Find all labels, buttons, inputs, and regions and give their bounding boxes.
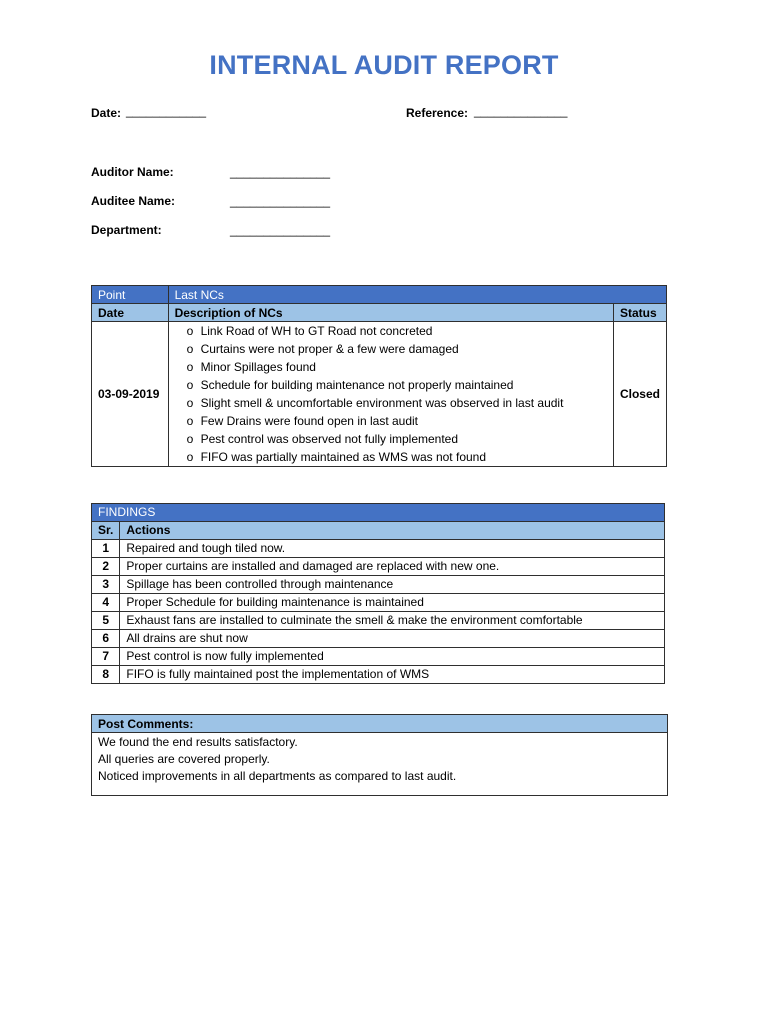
last-ncs-table xyxy=(91,285,667,467)
post-comments-box xyxy=(91,732,668,796)
findings-title: FINDINGS xyxy=(92,504,665,522)
sr-cell: 4 xyxy=(92,594,120,612)
sr-cell: 7 xyxy=(92,648,120,666)
action-cell: All drains are shut now xyxy=(120,630,665,648)
reference-blank: ______________ xyxy=(474,104,568,118)
date-label: Date: xyxy=(91,106,122,120)
nc-item-text: Link Road of WH to GT Road not concreted xyxy=(200,324,433,338)
sr-cell: 2 xyxy=(92,558,120,576)
status-column-header: Status xyxy=(613,304,666,322)
post-comments-header-table xyxy=(91,714,668,733)
action-cell: Proper Schedule for building maintenance is maintained xyxy=(120,594,665,612)
table-row xyxy=(92,594,665,612)
nc-item-text: FIFO was partially maintained as WMS was not found xyxy=(200,450,487,464)
nc-item-text: Pest control was observed not fully implemented xyxy=(200,432,459,446)
nc-date-cell: 03-09-2019 xyxy=(92,322,169,467)
department-label: Department: xyxy=(91,223,162,237)
bullet-icon: o xyxy=(186,324,194,338)
action-cell: Spillage has been controlled through maintenance xyxy=(120,576,665,594)
date-blank: ____________ xyxy=(126,104,207,118)
sr-cell: 5 xyxy=(92,612,120,630)
nc-item-text: Minor Spillages found xyxy=(200,360,316,374)
list-item xyxy=(169,322,613,340)
action-cell: Pest control is now fully implemented xyxy=(120,648,665,666)
report-title: INTERNAL AUDIT REPORT xyxy=(209,50,559,80)
bullet-icon: o xyxy=(186,450,194,464)
table-row xyxy=(92,666,665,684)
sr-cell: 6 xyxy=(92,630,120,648)
post-comments-title: Post Comments: xyxy=(92,715,668,733)
description-column-header: Description of NCs xyxy=(168,304,613,322)
action-cell: Exhaust fans are installed to culminate the smell & make the environment comfortable xyxy=(120,612,665,630)
department-blank: _______________ xyxy=(230,223,331,237)
list-item xyxy=(169,394,613,412)
bullet-icon: o xyxy=(186,342,194,356)
nc-item-text: Few Drains were found open in last audit xyxy=(200,414,419,428)
actions-column-header: Actions xyxy=(120,522,665,540)
table-row xyxy=(92,558,665,576)
bullet-icon: o xyxy=(186,378,194,392)
comment-line: We found the end results satisfactory. xyxy=(98,735,298,749)
sr-cell: 3 xyxy=(92,576,120,594)
list-item xyxy=(169,430,613,448)
last-ncs-header: Last NCs xyxy=(168,286,666,304)
sr-column-header: Sr. xyxy=(92,522,120,540)
auditee-name-label: Auditee Name: xyxy=(91,194,176,208)
list-item xyxy=(169,412,613,430)
comment-line: Noticed improvements in all departments as compared to last audit. xyxy=(98,769,457,783)
table-row xyxy=(92,648,665,666)
findings-table xyxy=(91,503,665,684)
table-row xyxy=(92,540,665,558)
auditor-name-label: Auditor Name: xyxy=(91,165,174,179)
sr-cell: 1 xyxy=(92,540,120,558)
nc-description-cell xyxy=(168,322,613,467)
date-column-header: Date xyxy=(92,304,169,322)
nc-status-cell: Closed xyxy=(613,322,666,467)
nc-list xyxy=(169,322,613,466)
auditor-name-blank: _______________ xyxy=(230,165,331,179)
bullet-icon: o xyxy=(186,396,194,410)
action-cell: Proper curtains are installed and damaged are replaced with new one. xyxy=(120,558,665,576)
list-item xyxy=(169,448,613,466)
action-cell: FIFO is fully maintained post the implementation of WMS xyxy=(120,666,665,684)
comment-line: All queries are covered properly. xyxy=(98,752,270,766)
point-header: Point xyxy=(92,286,169,304)
auditee-name-blank: _______________ xyxy=(230,194,331,208)
table-row xyxy=(92,630,665,648)
nc-item-text: Schedule for building maintenance not properly maintained xyxy=(200,378,514,392)
bullet-icon: o xyxy=(186,432,194,446)
bullet-icon: o xyxy=(186,360,194,374)
action-cell: Repaired and tough tiled now. xyxy=(120,540,665,558)
bullet-icon: o xyxy=(186,414,194,428)
reference-label: Reference: xyxy=(406,106,469,120)
table-row xyxy=(92,576,665,594)
list-item xyxy=(169,358,613,376)
nc-item-text: Slight smell & uncomfortable environment was observed in last audit xyxy=(200,396,564,410)
sr-cell: 8 xyxy=(92,666,120,684)
nc-item-text: Curtains were not proper & a few were damaged xyxy=(200,342,459,356)
list-item xyxy=(169,340,613,358)
list-item xyxy=(169,376,613,394)
table-row xyxy=(92,612,665,630)
